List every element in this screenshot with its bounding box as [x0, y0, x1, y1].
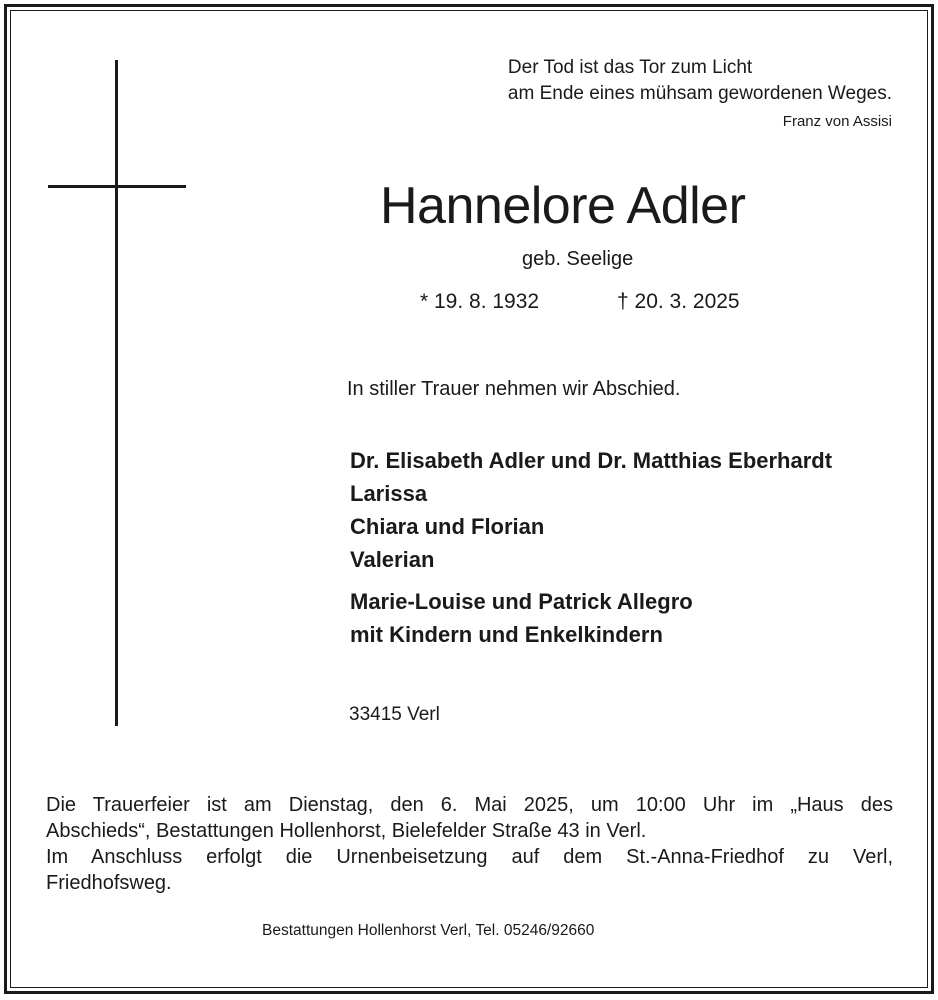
quote-line-2: am Ende eines mühsam gewordenen Weges. [507, 83, 892, 104]
farewell-text: In stiller Trauer nehmen wir Abschied. [347, 378, 681, 400]
mourner-line: Dr. Elisabeth Adler und Dr. Matthias Eberhardt [350, 448, 833, 473]
quote-block [508, 55, 892, 135]
mourner-line: Marie-Louise und Patrick Allegro [350, 589, 693, 614]
quote-author: Franz von Assisi [782, 113, 892, 130]
mourners-group-2 [350, 585, 693, 651]
deceased-name: Hannelore Adler [380, 177, 746, 235]
cross-icon-vertical-bar [115, 60, 118, 726]
service-details [46, 792, 893, 896]
service-line-1: Die Trauerfeier ist am Dienstag, den 6. Mai 2025, um 10:00 Uhr im „Haus des [46, 794, 893, 816]
birth-name: geb. Seelige [522, 248, 634, 270]
mourner-line: mit Kindern und Enkelkindern [350, 622, 663, 647]
place: 33415 Verl [349, 704, 440, 725]
undertaker-contact: Bestattungen Hollenhorst Verl, Tel. 05246/92660 [262, 922, 595, 939]
death-date: † 20. 3. 2025 [617, 290, 740, 313]
service-line-4: Friedhofsweg. [46, 872, 172, 894]
mourners-group-1 [350, 444, 832, 576]
mourner-line: Larissa [350, 481, 428, 506]
mourner-line: Valerian [350, 547, 435, 572]
birth-date: * 19. 8. 1932 [420, 290, 540, 313]
cross-icon-horizontal-bar [48, 185, 186, 188]
service-line-2: Abschieds“, Bestattungen Hollenhorst, Bielefelder Straße 43 in Verl. [46, 820, 647, 842]
quote-line-1: Der Tod ist das Tor zum Licht [507, 57, 753, 78]
service-line-3: Im Anschluss erfolgt die Urnenbeisetzung auf dem St.-Anna-Friedhof zu Verl, [46, 846, 893, 868]
mourner-line: Chiara und Florian [350, 514, 545, 539]
